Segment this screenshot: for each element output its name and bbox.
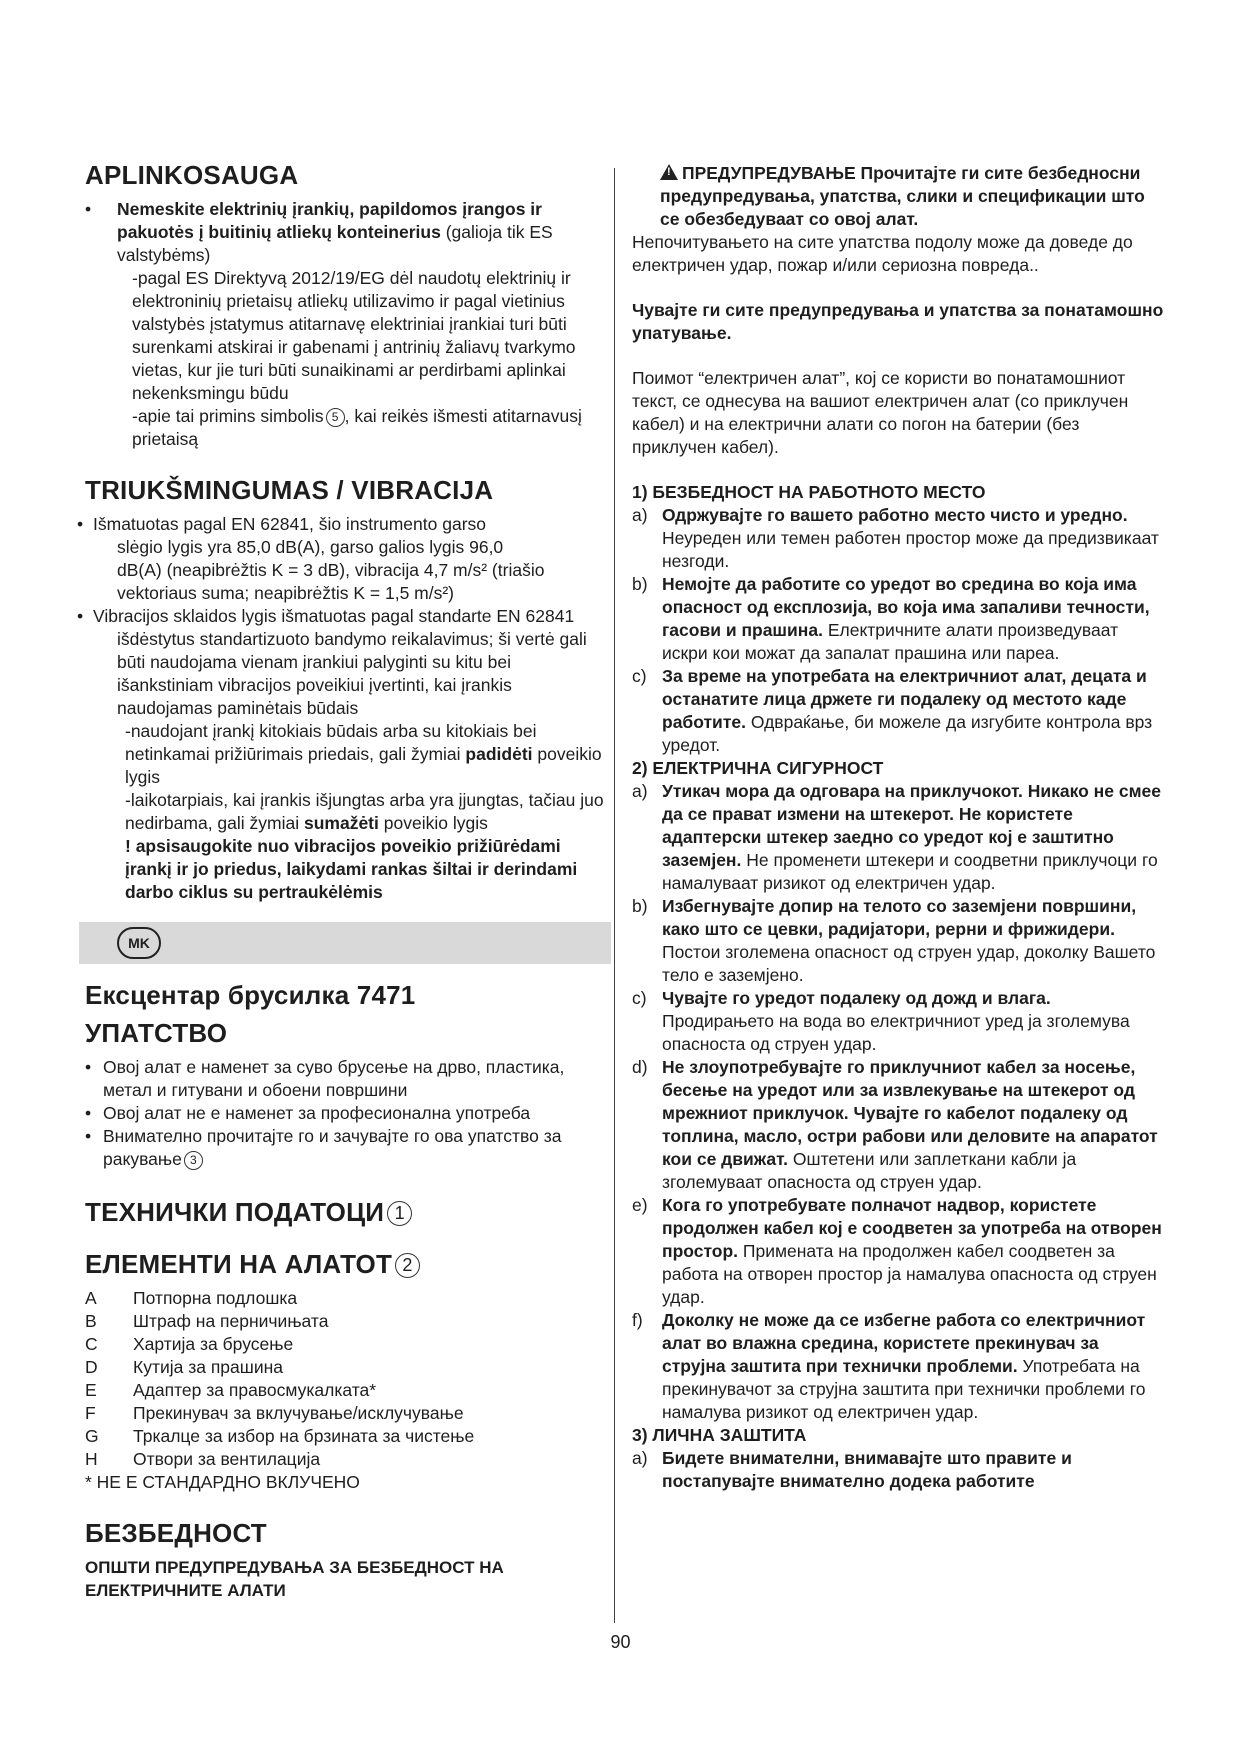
- instructions-bullet-2-text: Овој алат не е наменет за професионална употреба: [103, 1103, 531, 1123]
- language-badge: MK: [117, 927, 161, 959]
- keep-instructions: Чувајте ги сите предупредувања и упатства за понатамошно упатување.: [632, 300, 1164, 343]
- tech-data-title-text: ТЕХНИЧКИ ПОДАТОЦИ: [85, 1197, 385, 1227]
- aplinkosauga-sub2-post: , kai reikės išmesti atitarnavusį prietaisą: [132, 406, 582, 449]
- aplinkosauga-bullet-bold: Nemeskite elektrinių įrankių, papildomos įrangos ir pakuotės į buitinių atliekų konteinerius: [117, 199, 542, 242]
- s2-item-b: [632, 895, 1164, 987]
- tech-data-title: [85, 1195, 605, 1229]
- triuksmingumas-title: TRIUKŠMINGUMAS / VIBRACIJA: [85, 475, 494, 505]
- element-letter: D: [85, 1357, 98, 1377]
- element-label: Адаптер за правосмукалката*: [133, 1380, 377, 1400]
- vibration-sub2-post: poveikio lygis: [383, 813, 488, 833]
- s2-b-letter: b): [632, 896, 648, 916]
- instructions-bullet-3: • Внимателно прочитајте го и зачувајте го ова упатство за ракување 3: [85, 1126, 562, 1169]
- s3-a-bold: Бидете внимателни, внимавајте што правите и постапувајте внимателно додека работите: [662, 1448, 1072, 1491]
- s2-e-letter: e): [632, 1195, 648, 1215]
- page-number: 90: [610, 1632, 631, 1652]
- s2-c-text: Продирањето на вода во електричниот уред ја зголемува опасноста од струен удар.: [662, 1011, 1130, 1054]
- column-divider: [614, 168, 615, 1623]
- right-column: [632, 162, 1164, 1493]
- element-letter: C: [85, 1334, 98, 1354]
- s2-item-d: [632, 1056, 1164, 1194]
- s2-b-text: Постои зголемена опасност од струен удар, доколку Вашето тело е заземјено.: [662, 942, 1156, 985]
- safety-title: БЕЗБЕДНОСТ: [85, 1518, 267, 1548]
- left-column: [77, 158, 605, 1602]
- aplinkosauga-title: APLINKOSAUGA: [85, 160, 299, 190]
- language-band: [79, 922, 611, 964]
- warning-block: [632, 162, 1164, 231]
- s1-item-a: [632, 504, 1164, 573]
- s2-a-bold: Утикач мора да одговара на приклучокот. Никако не смее да се прават измени на штекерот. Не користете адаптерски штекер заедно со уредот кој е заштитно заземјен.: [662, 781, 1161, 870]
- element-label: Штраф на перничињата: [133, 1311, 329, 1331]
- s2-e-bold: Кога го употребувате полначот надвор, користете продолжен кабел кој е соодветен за употреба на отворен простор.: [662, 1195, 1162, 1261]
- s1-a-text: Неуреден или темен работен простор може да предизвикаат незгоди.: [662, 528, 1159, 571]
- s1-b-letter: b): [632, 574, 648, 594]
- warning-triangle-icon: [660, 164, 678, 180]
- s3-item-a: [632, 1447, 1164, 1493]
- s1-c-letter: c): [632, 666, 647, 686]
- vibration-sub2: [85, 789, 605, 835]
- element-label: Хартија за брусење: [133, 1334, 294, 1354]
- vibration-warning: ! apsisaugokite nuo vibracijos poveikio prižiūrėdami įrankį ir jo priedus, laikydami rankas šiltai ir derindami darbo ciklus su pertraukėlėmis: [125, 836, 578, 902]
- instructions-bullet-1-text: Овој алат е наменет за суво брусење на дрво, пластика, метал и гитувани и обоени површини: [103, 1057, 565, 1100]
- element-label: Кутија за прашина: [133, 1357, 283, 1377]
- aplinkosauga-sub1: -pagal ES Direktyvą 2012/19/EG dėl naudotų elektrinių ir elektroninių prietaisų atliekų utilizavimo ir pagal vietinius valstybės įstatymus atitarnavę elektriniai įrankiai turi būti surenkami atskirai ir gabenami į antrinių žaliavų tvarkymo vietas, kur jie turi būti sunaikinami ar perdirbami aplinkai nekenksmingu būdu: [132, 268, 576, 403]
- s2-c-letter: c): [632, 988, 647, 1008]
- vibration-sub2-bold: sumažėti: [303, 813, 379, 833]
- s2-e-text: Примената на продолжен кабел соодветен за работа на отворен простор ја намалува опасноста од струен удар.: [662, 1241, 1157, 1307]
- aplinkosauga-sub2-pre: -apie tai primins simbolis: [132, 406, 324, 426]
- element-letter: H: [85, 1449, 98, 1469]
- s2-item-f: [632, 1309, 1164, 1424]
- vibration-sub1-pre: -naudojant įrankį kitokiais būdais arba su kitokiais bei netinkamai prižiūrimais priedais, gali žymiai: [125, 721, 537, 764]
- s1-c-bold: За време на употребата на електричниот алат, децата и останатите лица држете ги подалеку од местото каде работите.: [662, 666, 1147, 732]
- noise-bullet: • Išmatuotas pagal EN 62841, šio instrumento garso slėgio lygis yra 85,0 dB(A), garso galios lygis 96,0 dB(A) (neapibrėžtis K = 3 dB), vibracija 4,7 m/s² (triašio vektoriaus suma; neapibrėžtis K = 1,5 m/s²): [85, 513, 605, 605]
- element-letter: A: [85, 1288, 97, 1308]
- instructions-bullet-1: • Овој алат е наменет за суво брусење на дрво, пластика, метал и гитувани и обоени површини: [85, 1057, 565, 1100]
- element-label: Прекинувач за вклучување/исклучување: [133, 1403, 464, 1423]
- element-label: Потпорна подлошка: [133, 1288, 298, 1308]
- s2-d-text: Оштетени или заплеткани кабли ја зголемуваат опасноста од струен удар.: [662, 1149, 1077, 1192]
- s1-a-letter: a): [632, 505, 648, 525]
- s1-b-bold: Немојте да работите со уредот во средина во која има опасност од експлозија, во која има запаливи течности, гасови и прашина.: [662, 574, 1150, 640]
- s2-item-c: [632, 987, 1164, 1056]
- s2-item-a: [632, 780, 1164, 895]
- instructions-title: УПАТСТВО: [85, 1018, 228, 1048]
- noise-line-1: Išmatuotas pagal EN 62841, šio instrumento garso: [93, 514, 486, 534]
- vibration-bullet: • Vibracijos sklaidos lygis išmatuotas pagal standarte EN 62841 išdėstytus standartizuoto bandymo reikalavimus; ši vertė gali būti naudojama vienam įrankiui palyginti su kitu bei išankstiniam vibracijos poveikiui įvertinti, kai įrankis naudojamas paminėtais būdais: [85, 605, 605, 720]
- noise-line-2: slėgio lygis yra 85,0 dB(A), garso galios lygis 96,0: [117, 537, 504, 557]
- s2-f-text: Употребата на прекинувачот за струјна заштита при технички проблеми го намалува ризикот од електричен удар.: [662, 1356, 1146, 1422]
- section-1-heading: 1) БЕЗБЕДНОСТ НА РАБОТНОТО МЕСТО: [632, 482, 986, 502]
- noise-line-3: dB(A) (neapibrėžtis K = 3 dB), vibracija 4,7 m/s² (triašio: [117, 560, 545, 580]
- s2-d-bold: Не злоупотребувајте го приклучниот кабел за носење, бесење на уредот или за извлекување на штекерот од мрежниот приклучок. Чувајте го кабелот подалеку од топлина, масло, остри рабови или деловите на апаратот кои се движат.: [662, 1057, 1158, 1169]
- vibration-sub2-pre: -laikotarpiais, kai įrankis išjungtas arba yra įjungtas, tačiau juo nedirbama, gali žymiai: [125, 790, 604, 833]
- element-letter: G: [85, 1426, 99, 1446]
- instructions-bullet-3-text: Внимателно прочитајте го и зачувајте го ова упатство за ракување: [103, 1126, 562, 1169]
- term-definition: Поимот “електричен алат”, кој се користи во понатамошниот текст, се однесува на вашиот електричен алат (со приклучен кабел) и на електрични алати со погон на батерии (без приклучен кабел).: [632, 368, 1129, 457]
- s2-item-e: [632, 1194, 1164, 1309]
- elements-title: [85, 1247, 605, 1281]
- vibration-text: Vibracijos sklaidos lygis išmatuotas pagal standarte EN 62841 išdėstytus standartizuoto bandymo reikalavimus; ši vertė gali būti naudojama vienam įrankiui palyginti su kitu bei išankstiniam vibracijos poveikiui įvertinti, kai įrankis naudojamas paminėtais būdais: [93, 606, 587, 718]
- safety-list: [632, 481, 1164, 1493]
- element-letter: B: [85, 1311, 97, 1331]
- aplinkosauga-bullet: • Nemeskite elektrinių įrankių, papildomos įrangos ir pakuotės į buitinių atliekų konteinerius (galioja tik ES valstybėms): [85, 199, 553, 265]
- element-letter: E: [85, 1380, 97, 1400]
- element-label: Отвори за вентилација: [133, 1449, 321, 1469]
- s2-f-letter: f): [632, 1310, 643, 1330]
- s2-a-text: Не променети штекери и соодветни приклучоци го намалуваат ризикот од електричен удар.: [662, 850, 1158, 893]
- vibration-sub1: [85, 720, 605, 789]
- vibration-sub1-post: poveikio lygis: [125, 744, 602, 787]
- element-letter: F: [85, 1403, 96, 1423]
- warning-bold-text: ПРЕДУПРЕДУВАЊЕ Прочитајте ги сите безбедносни предупредувања, упатства, слики и спецификации што се обезбедуваат со овој алат.: [660, 163, 1145, 229]
- warning-text: Непочитувањето на сите упатства подолу може да доведе до електричен удар, пожар и/или сериозна повреда..: [632, 232, 1133, 275]
- noise-line-4: vektoriaus suma; neapibrėžtis K = 1,5 m/s²): [117, 583, 455, 603]
- elements-list: [85, 1287, 605, 1471]
- s1-item-c: [632, 665, 1164, 757]
- symbol-5-ref: 5: [326, 408, 345, 427]
- s2-f-bold: Доколку не може да се избегне работа со електричниот алат во влажна средина, користете прекинувач за струјна заштита при технички проблеми.: [662, 1310, 1146, 1376]
- aplinkosauga-sub2: [85, 405, 605, 451]
- figure-2-ref: 2: [395, 1253, 420, 1278]
- figure-1-ref: 1: [387, 1201, 412, 1226]
- section-3-heading: 3) ЛИЧНА ЗАШТИТА: [632, 1425, 807, 1445]
- elements-title-text: ЕЛЕМЕНТИ НА АЛАТОТ: [85, 1249, 393, 1279]
- s3-a-letter: a): [632, 1448, 648, 1468]
- s2-b-bold: Избегнувајте допир на телото со заземјени површини, како што се цевки, радијатори, рерни и фрижидери.: [662, 896, 1137, 939]
- s1-c-text: Одвраќање, би можеле да изгубите контрола врз уредот.: [662, 712, 1153, 755]
- figure-3-ref: 3: [184, 1151, 203, 1170]
- s2-d-letter: d): [632, 1057, 648, 1077]
- product-title: Ексцентар брусилка 7471: [85, 980, 416, 1010]
- aplinkosauga-bullet-tail: (galioja tik ES valstybėms): [117, 222, 553, 265]
- s2-a-letter: a): [632, 781, 648, 801]
- s1-b-text: Електричните алати произведуваат искри кои можат да запалат прашина или пареа.: [662, 620, 1119, 663]
- element-label: Тркалце за избор на брзината за чистење: [133, 1426, 475, 1446]
- vibration-sub1-bold: padidėti: [465, 744, 533, 764]
- instructions-bullet-2: • Овој алат не е наменет за професионална употреба: [85, 1102, 605, 1125]
- section-2-heading: 2) ЕЛЕКТРИЧНА СИГУРНОСТ: [632, 758, 884, 778]
- elements-note: * НЕ Е СТАНДАРДНО ВКЛУЧЕНО: [85, 1472, 360, 1492]
- s1-item-b: [632, 573, 1164, 665]
- s1-a-bold: Одржувајте го вашето работно место чисто и уредно.: [662, 505, 1128, 525]
- s2-c-bold: Чувајте го уредот подалеку од дожд и влага.: [662, 988, 1051, 1008]
- safety-subtitle: ОПШТИ ПРЕДУПРЕДУВАЊА ЗА БЕЗБЕДНОСТ НА ЕЛЕКТРИЧНИТЕ АЛАТИ: [85, 1558, 504, 1600]
